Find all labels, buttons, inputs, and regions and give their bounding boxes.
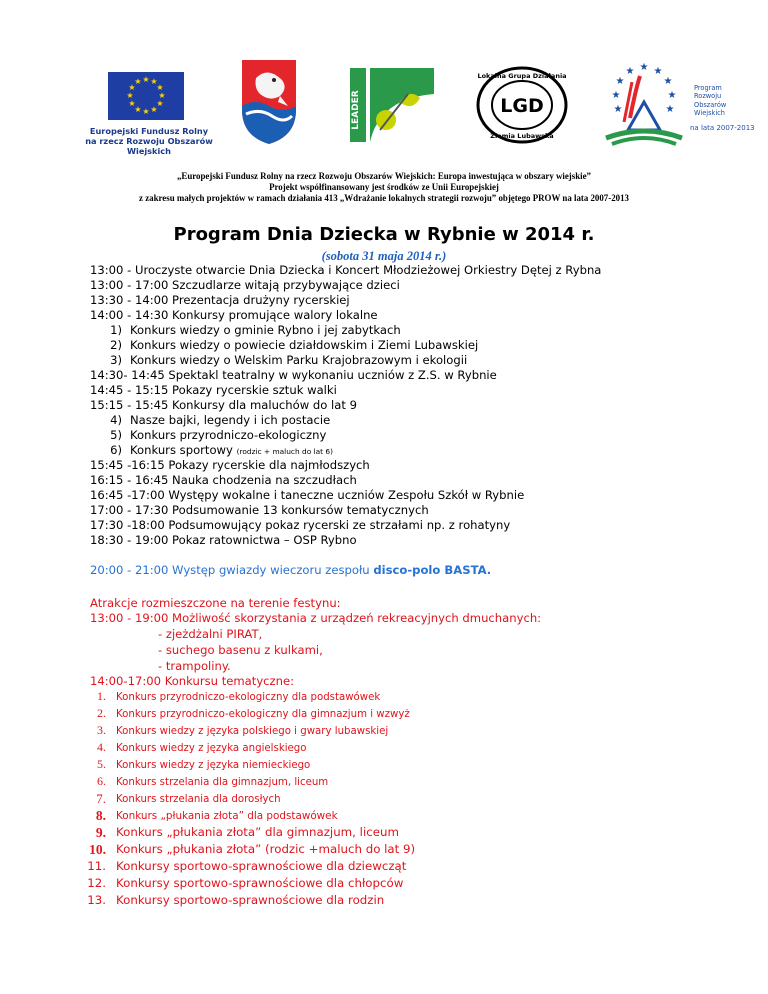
contest-text: Konkurs wiedzy z języka angielskiego	[116, 743, 307, 754]
contest-text: Konkurs strzelania dla gimnazjum, liceum	[116, 777, 329, 788]
schedule-item-text: 14:30- 14:45 Spektakl teatralny w wykonaniu uczniów z Z.S. w Rybnie	[90, 368, 497, 382]
contest-number: 9.	[95, 825, 106, 840]
schedule-item-text: 16:45 -17:00 Występy wokalne i taneczne uczniów Zespołu Szkół w Rybnie	[90, 488, 525, 502]
contest-number: 13.	[87, 893, 106, 907]
svg-text:★: ★	[150, 77, 158, 86]
page-subtitle: (sobota 31 maja 2014 r.)	[321, 249, 447, 263]
schedule-item-text: 13:00 - Uroczyste otwarcie Dnia Dziecka i Koncert Młodzieżowej Orkiestry Dętej z Rybna	[90, 263, 602, 277]
contest-item	[0, 842, 768, 859]
svg-text:★: ★	[134, 105, 142, 114]
svg-text:★: ★	[142, 107, 150, 116]
prow-line: Obszarów	[694, 100, 727, 109]
svg-text:★: ★	[156, 83, 164, 92]
schedule-item	[90, 263, 601, 278]
schedule-item-text: 14:00 - 14:30 Konkursy promujące walory lokalne	[90, 308, 378, 322]
contest-number: 8.	[95, 808, 106, 823]
contest-item	[0, 757, 768, 774]
contest-number: 11.	[87, 859, 106, 873]
contest-item	[0, 689, 768, 706]
schedule-subitem	[98, 428, 326, 443]
svg-text:★: ★	[150, 105, 158, 114]
lgd-ring-top: Lokalna Grupa Działania	[477, 72, 567, 80]
contest-number: 3.	[97, 723, 106, 737]
schedule-item	[90, 533, 357, 548]
schedule-item-text: 18:30 - 19:00 Pokaz ratownictwa – OSP Rybno	[90, 533, 357, 547]
svg-text:★: ★	[128, 83, 136, 92]
schedule-subitem-number: 2)	[110, 338, 122, 352]
schedule-item	[90, 458, 370, 473]
contest-number: 12.	[87, 876, 106, 890]
eu-caption-line-1: Europejski Fundusz Rolny	[89, 126, 209, 136]
contest-number: 7.	[96, 791, 106, 806]
inflatable-item: - trampoliny.	[158, 659, 231, 673]
leader-text: LEADER	[351, 90, 361, 130]
contest-item	[0, 893, 768, 910]
schedule-item-text: 16:15 - 16:45 Nauka chodzenia na szczudłach	[90, 473, 357, 487]
contest-text: Konkursy sportowo-sprawnościowe dla dziewcząt	[116, 859, 407, 873]
svg-text:★: ★	[615, 76, 625, 87]
leader-logo	[350, 68, 434, 142]
contest-text: Konkurs wiedzy z języka polskiego i gwary lubawskiej	[116, 726, 389, 737]
contest-item	[0, 825, 768, 842]
schedule-item	[90, 278, 400, 293]
schedule-subitem-number: 1)	[110, 323, 122, 337]
schedule-item-text: Konkurs wiedzy o Welskim Parku Krajobrazowym i ekologii	[130, 353, 468, 367]
contest-number: 4.	[97, 740, 106, 754]
eu-flag-icon	[108, 72, 184, 120]
prow-logo	[596, 58, 755, 148]
funding-line-2: Projekt współfinansowany jest środków ze Unii Europejskiej	[269, 182, 499, 192]
lgd-center-text: LGD	[500, 95, 544, 117]
schedule-item-text: 14:45 - 15:15 Pokazy rycerskie sztuk walki	[90, 383, 337, 397]
schedule-item-text: 13:30 - 14:00 Prezentacja drużyny rycerskiej	[90, 293, 350, 307]
contest-number: 1.	[97, 689, 106, 703]
contest-text: Konkurs wiedzy z języka niemieckiego	[116, 760, 311, 771]
svg-text:★: ★	[134, 77, 142, 86]
schedule-subitem-number: 6)	[110, 443, 122, 457]
rybno-crest-logo	[240, 58, 298, 146]
page-title: Program Dnia Dziecka w Rybnie w 2014 r.	[173, 224, 595, 245]
contest-text: Konkurs przyrodniczo-ekologiczny dla podstawówek	[116, 692, 381, 703]
contest-header: 14:00-17:00 Konkursu tematyczne:	[90, 674, 295, 688]
svg-text:★: ★	[128, 99, 136, 108]
schedule-subitem	[98, 338, 478, 353]
svg-text:★: ★	[625, 66, 635, 77]
schedule-item	[90, 383, 337, 398]
svg-text:★: ★	[611, 90, 621, 101]
contest-number: 2.	[97, 706, 106, 720]
schedule-item	[90, 293, 350, 308]
attractions-header: Atrakcje rozmieszczone na terenie festynu:	[90, 596, 341, 610]
contest-item	[0, 706, 768, 723]
lgd-logo	[476, 66, 568, 144]
schedule-item	[90, 308, 378, 323]
contest-text: Konkurs przyrodniczo-ekologiczny dla gimnazjum i wzwyż	[116, 709, 410, 720]
schedule-subitem-number: 4)	[110, 413, 122, 427]
svg-text:★: ★	[158, 91, 166, 100]
schedule-item	[90, 473, 357, 488]
schedule-subitem-number: 3)	[110, 353, 122, 367]
lgd-ring-bottom: Ziemia Lubawska	[490, 132, 554, 140]
prow-line: Program	[694, 84, 722, 92]
contest-text: Konkurs „płukania złota” dla podstawówek	[116, 810, 338, 822]
funding-line-3: z zakresu małych projektów w ramach działania 413 „Wdrażanie lokalnych strategii rozwoju” objętego PROW na lata 2007-2013	[139, 193, 629, 203]
schedule-item	[90, 368, 497, 383]
funding-line-1: „Europejski Fundusz Rolny na rzecz Rozwoju Obszarów Wiejskich: Europa inwestująca w obszary wiejskie”	[176, 171, 591, 181]
headliner-band: disco-polo BASTA.	[373, 563, 492, 577]
contest-item	[0, 876, 768, 893]
inflatable-item: - suchego basenu z kulkami,	[158, 643, 323, 657]
schedule-item-text: Konkurs wiedzy o powiecie działdowskim i Ziemi Lubawskiej	[130, 338, 479, 352]
svg-text:★: ★	[665, 104, 675, 115]
schedule-subitem-number: 5)	[110, 428, 122, 442]
schedule-subitem	[98, 353, 467, 368]
schedule-item	[90, 503, 429, 518]
schedule-item-text: Konkurs sportowy	[130, 443, 233, 457]
svg-text:★: ★	[156, 99, 164, 108]
schedule-subitem	[98, 413, 330, 428]
svg-text:★: ★	[613, 104, 623, 115]
headliner-text: 20:00 - 21:00 Występ gwiazdy wieczoru zespołu	[90, 563, 374, 577]
svg-text:★: ★	[639, 62, 649, 73]
prow-text	[694, 84, 726, 117]
svg-text:★: ★	[126, 91, 134, 100]
svg-text:★: ★	[667, 90, 677, 101]
schedule-item-text: 13:00 - 17:00 Szczudlarze witają przybywające dzieci	[90, 278, 400, 292]
contest-text: Konkursy sportowo-sprawnościowe dla rodzin	[116, 893, 385, 907]
contest-text: Konkursy sportowo-sprawnościowe dla chłopców	[116, 876, 404, 890]
eu-caption	[66, 126, 232, 156]
contest-item	[0, 723, 768, 740]
contest-number: 10.	[89, 842, 106, 857]
contest-number: 6.	[97, 774, 106, 788]
schedule-item	[90, 518, 510, 533]
svg-text:★: ★	[653, 66, 663, 77]
contest-item	[0, 859, 768, 876]
inflatable-item: - zjeżdżalni PIRAT,	[158, 627, 263, 641]
schedule-item-text: 17:30 -18:00 Podsumowujący pokaz rycerski ze strzałami np. z rohatyny	[90, 518, 511, 532]
svg-text:★: ★	[142, 75, 150, 84]
contest-item	[0, 808, 768, 825]
inflatables-line: 13:00 - 19:00 Możliwość skorzystania z urządzeń rekreacyjnych dmuchanych:	[90, 611, 542, 625]
schedule-item-text: 15:45 -16:15 Pokazy rycerskie dla najmłodszych	[90, 458, 370, 472]
svg-text:★: ★	[663, 76, 673, 87]
contest-number: 5.	[97, 757, 106, 771]
contest-text: Konkurs „płukania złota” (rodzic +maluch do lat 9)	[116, 842, 416, 856]
prow-line: Wiejskich	[694, 108, 725, 117]
prow-sub: na lata 2007-2013	[690, 124, 755, 132]
eu-caption-line-2: na rzecz Rozwoju Obszarów Wiejskich	[85, 136, 213, 156]
contest-text: Konkurs strzelania dla dorosłych	[116, 794, 281, 805]
logo-strip	[66, 58, 755, 156]
schedule-item-text: Konkurs wiedzy o gminie Rybno i jej zabytkach	[130, 323, 401, 337]
schedule-item-text: 15:15 - 15:45 Konkursy dla maluchów do lat 9	[90, 398, 357, 412]
schedule-subitem	[98, 443, 333, 459]
prow-line: Rozwoju	[694, 92, 722, 101]
schedule-item-text: Konkurs przyrodniczo-ekologiczny	[130, 428, 327, 442]
contest-item	[0, 791, 768, 808]
contest-text: Konkurs „płukania złota” dla gimnazjum, liceum	[116, 825, 399, 839]
headliner-line	[90, 563, 491, 578]
contest-item	[0, 774, 768, 791]
schedule-subitem	[98, 323, 401, 338]
prow-emblem-icon	[596, 58, 692, 148]
schedule-item-note: (rodzic + maluch do lat 6)	[236, 447, 333, 456]
contest-item	[0, 740, 768, 757]
schedule-item	[90, 398, 357, 413]
eu-flag-logo	[66, 60, 232, 156]
schedule-item-text: 17:00 - 17:30 Podsumowanie 13 konkursów tematycznych	[90, 503, 429, 517]
schedule-item	[90, 488, 524, 503]
schedule-item-text: Nasze bajki, legendy i ich postacie	[130, 413, 331, 427]
